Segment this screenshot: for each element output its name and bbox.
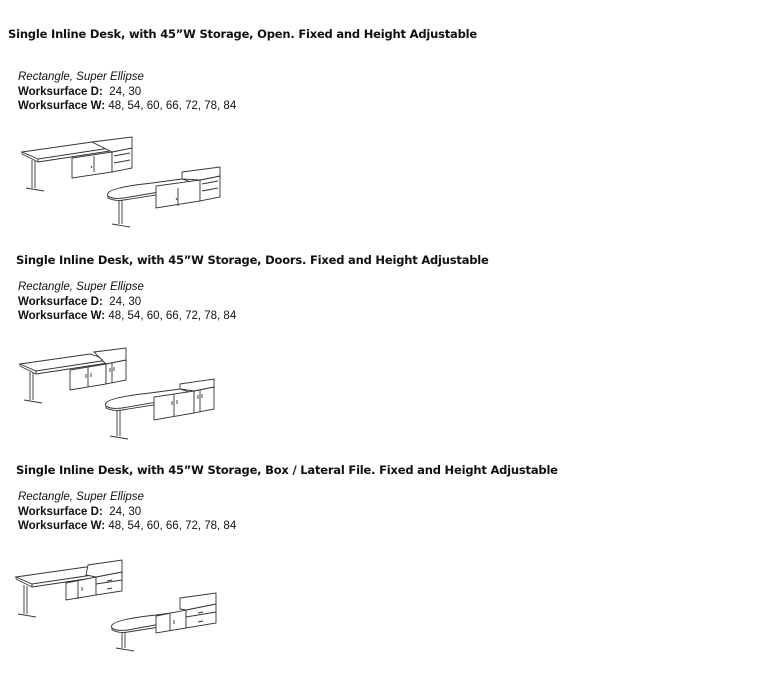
depth-row xyxy=(18,505,236,520)
super-ellipse-desk-box-file xyxy=(111,593,216,651)
width-values: 48, 54, 60, 66, 72, 78, 84 xyxy=(108,100,237,112)
width-label: Worksurface W: xyxy=(18,520,106,532)
depth-label: Worksurface D: xyxy=(18,505,103,518)
depth-row xyxy=(18,85,236,100)
depth-label: Worksurface D: xyxy=(18,85,103,98)
spec-block xyxy=(18,490,236,534)
width-values: 48, 54, 60, 66, 72, 78, 84 xyxy=(108,520,237,532)
rectangle-desk-open xyxy=(22,137,132,191)
shape-options: Rectangle, Super Ellipse xyxy=(18,491,144,503)
width-label: Worksurface W: xyxy=(18,310,106,322)
rectangle-desk-box-file xyxy=(16,560,122,617)
super-ellipse-desk-open xyxy=(107,167,220,227)
width-label: Worksurface W: xyxy=(18,100,106,112)
width-row xyxy=(18,309,236,324)
width-row xyxy=(18,99,236,114)
section-title: Single Inline Desk, with 45”W Storage, Open. Fixed and Height Adjustable xyxy=(8,27,477,41)
depth-values: 24, 30 xyxy=(109,505,142,518)
shape-options: Rectangle, Super Ellipse xyxy=(18,281,144,293)
spec-block xyxy=(18,70,236,114)
spec-block xyxy=(18,280,236,324)
depth-values: 24, 30 xyxy=(109,295,142,308)
depth-row xyxy=(18,295,236,310)
section-title: Single Inline Desk, with 45”W Storage, Box / Lateral File. Fixed and Height Adjustable xyxy=(16,463,558,477)
desk-box-lateral-file-drawing xyxy=(12,550,237,655)
section-title: Single Inline Desk, with 45”W Storage, Doors. Fixed and Height Adjustable xyxy=(16,253,489,267)
depth-label: Worksurface D: xyxy=(18,295,103,308)
desk-open-storage-drawing xyxy=(14,128,234,233)
width-values: 48, 54, 60, 66, 72, 78, 84 xyxy=(108,310,237,322)
depth-values: 24, 30 xyxy=(109,85,142,98)
rectangle-desk-doors xyxy=(20,348,126,403)
super-ellipse-desk-doors xyxy=(105,379,214,439)
shape-options: Rectangle, Super Ellipse xyxy=(18,71,144,83)
width-row xyxy=(18,519,236,534)
desk-doors-storage-drawing xyxy=(14,340,234,445)
